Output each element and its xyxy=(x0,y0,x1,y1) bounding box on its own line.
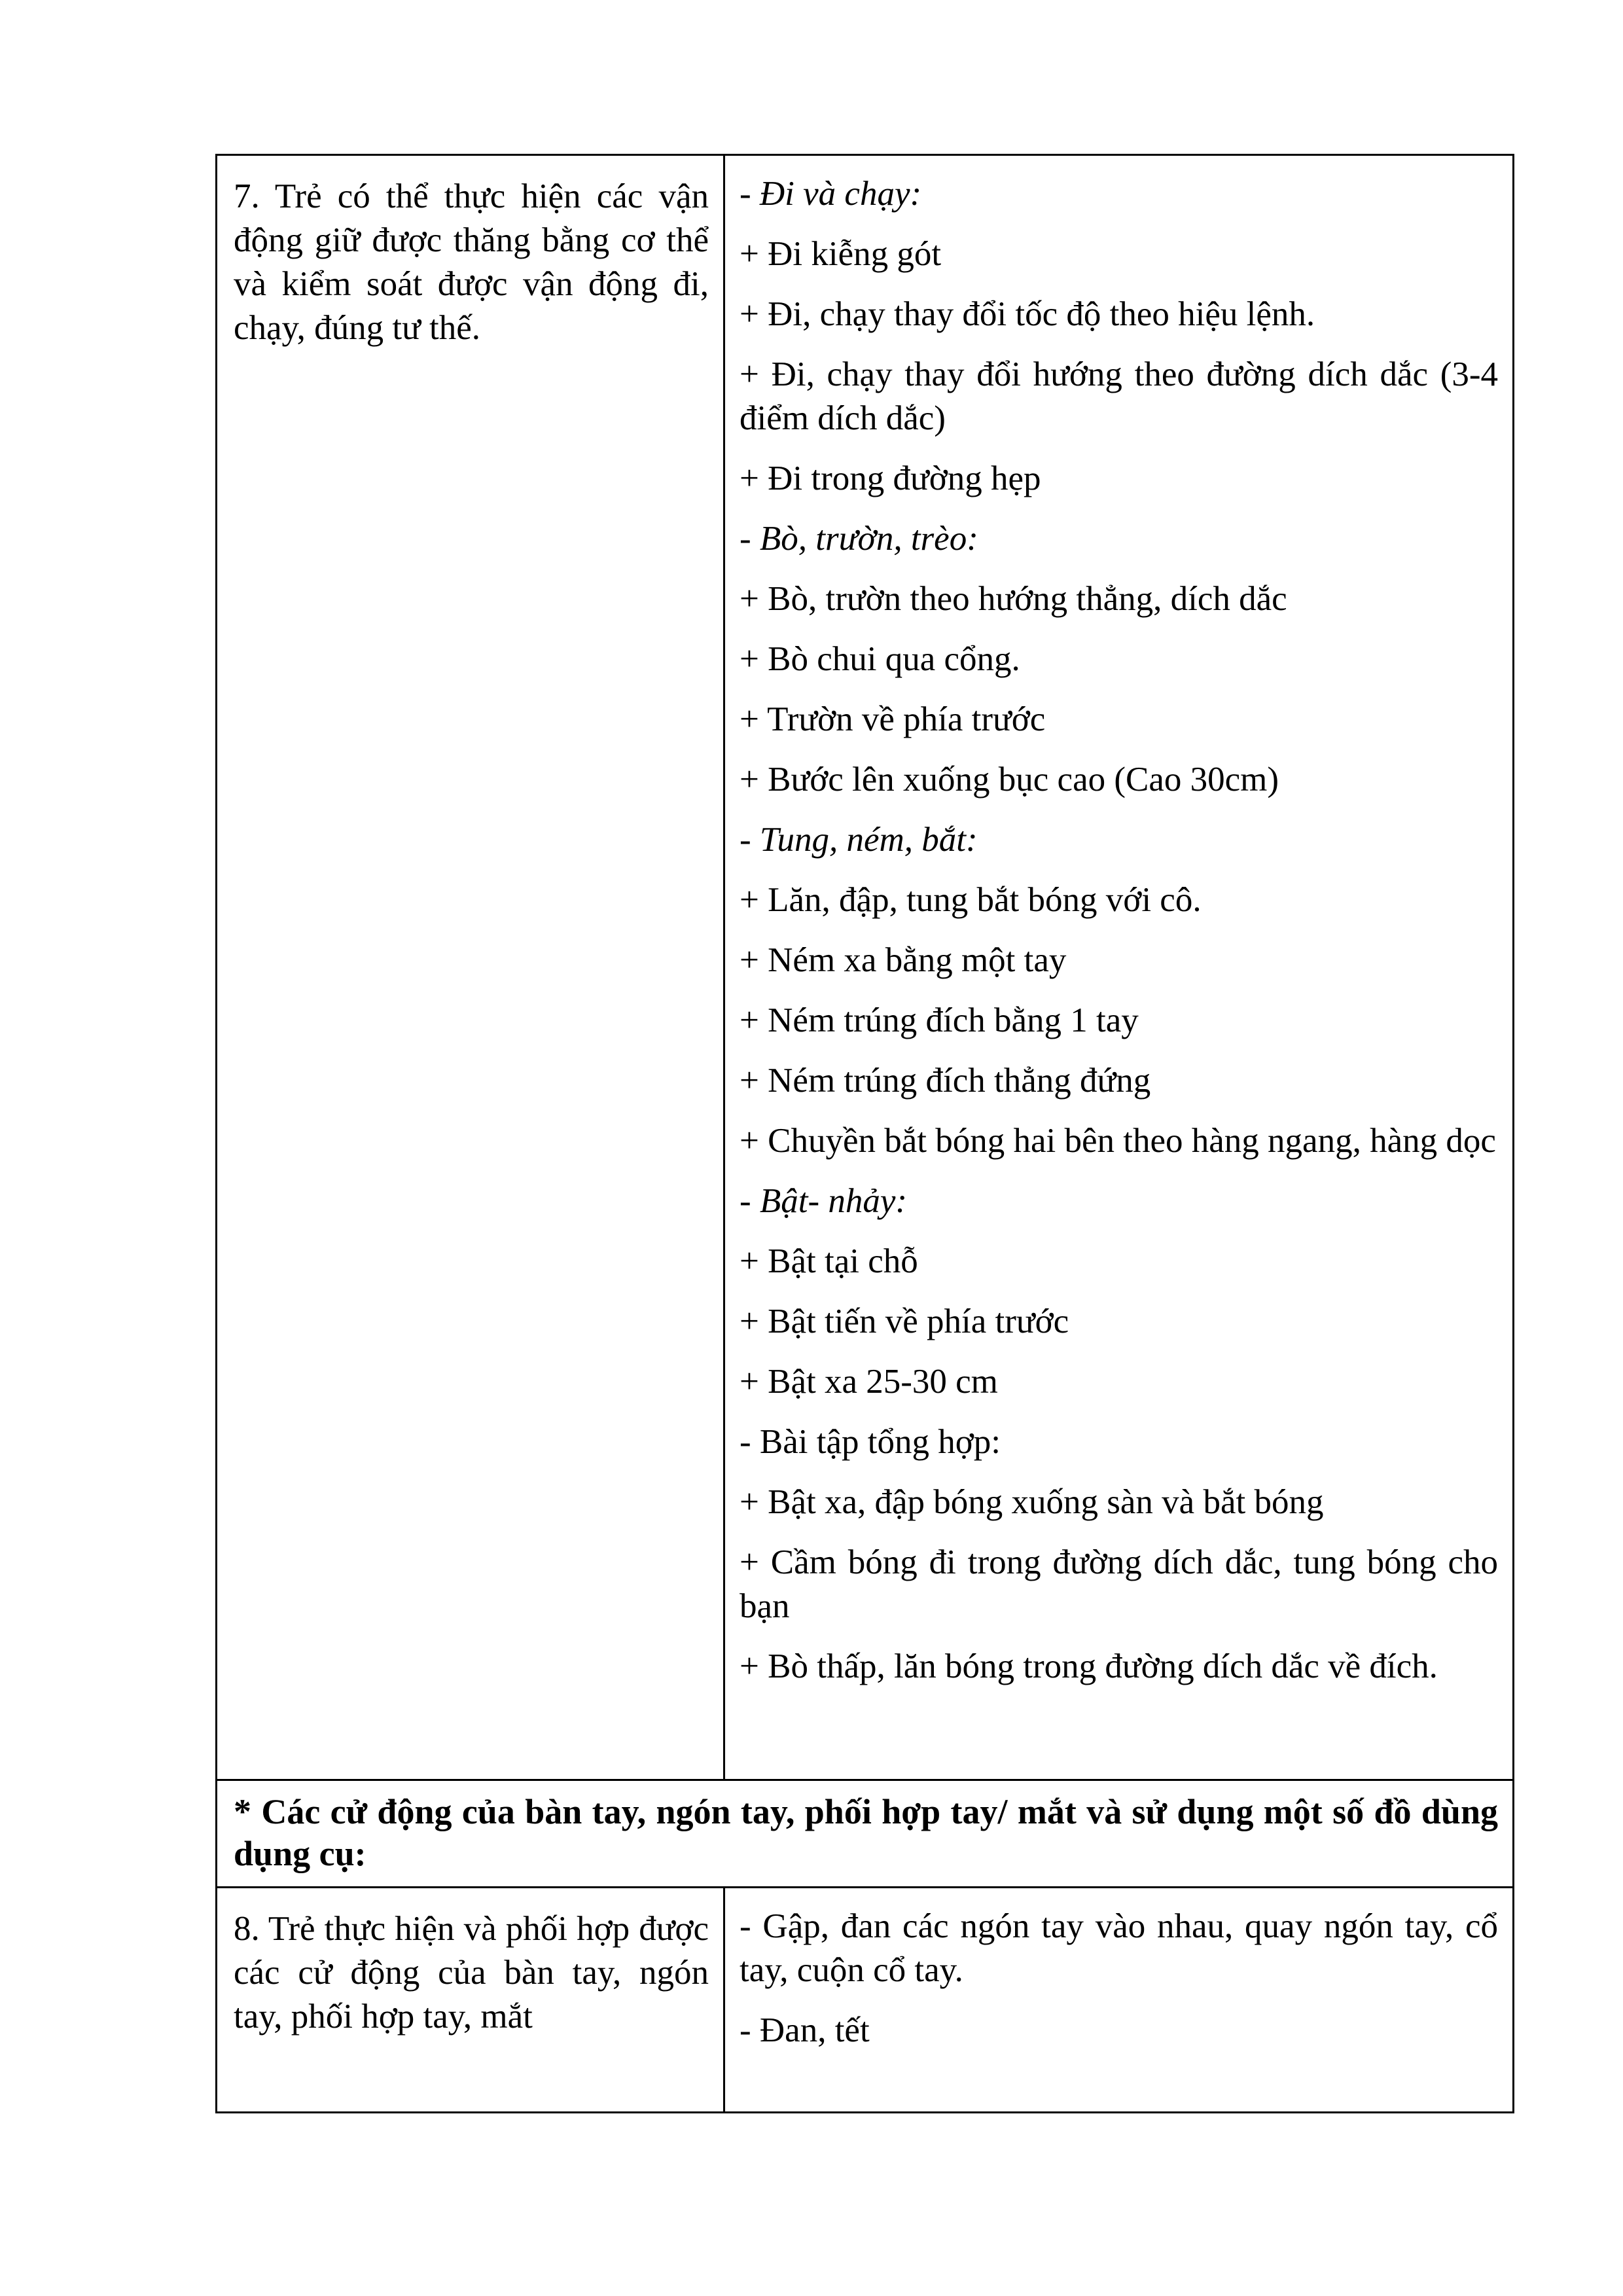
content-line: + Ném xa bằng một tay xyxy=(740,941,1067,979)
content-line: + Bò chui qua cổng. xyxy=(740,640,1020,678)
content-line: + Ném trúng đích thẳng đứng xyxy=(740,1062,1151,1100)
content-line: + Đi, chạy thay đổi hướng theo đường dích dắc (3-4 điểm dích dắc) xyxy=(740,355,1498,437)
content-line: - Bật- nhảy: xyxy=(740,1182,908,1220)
objective-text: 8. Trẻ thực hiện và phối hợp được các cử động của bàn tay, ngón tay, phối hợp tay, mắt xyxy=(234,1910,709,2036)
section-heading: * Các cử động của bàn tay, ngón tay, phối hợp tay/ mắt và sử dụng một số đồ dùng dụng cụ: xyxy=(234,1792,1498,1873)
objective-text: 7. Trẻ có thể thực hiện các vận động giữ được thăng bằng cơ thể và kiểm soát được vận động đi, chạy, đúng tư thế. xyxy=(234,177,709,347)
content-line: + Trườn về phía trước xyxy=(740,700,1046,738)
section-heading-row xyxy=(217,1780,1514,1888)
objective-cell xyxy=(217,155,724,1780)
content-line: - Bò, trườn, trèo: xyxy=(740,520,978,558)
content-line: - Tung, ném, bắt: xyxy=(740,821,978,859)
content-cell xyxy=(724,155,1514,1780)
content-line: + Bò thấp, lăn bóng trong đường dích dắc về đích. xyxy=(740,1647,1438,1685)
content-line: + Bò, trườn theo hướng thẳng, dích dắc xyxy=(740,580,1287,618)
content-line: + Bật tại chỗ xyxy=(740,1242,918,1280)
content-list xyxy=(725,1888,1512,2053)
content-line: + Bước lên xuống bục cao (Cao 30cm) xyxy=(740,761,1279,798)
content-line: + Cầm bóng đi trong đường dích dắc, tung bóng cho bạn xyxy=(740,1543,1498,1625)
content-line: + Đi, chạy thay đổi tốc độ theo hiệu lệnh. xyxy=(740,295,1315,333)
curriculum-table xyxy=(215,154,1514,2113)
table-row xyxy=(217,1888,1514,2113)
content-line: + Bật tiến về phía trước xyxy=(740,1302,1069,1340)
section-heading-cell xyxy=(217,1780,1514,1888)
content-line: + Ném trúng đích bằng 1 tay xyxy=(740,1001,1139,1039)
content-line: - Đan, tết xyxy=(740,2011,870,2049)
table-row xyxy=(217,155,1514,1780)
content-line: + Bật xa 25-30 cm xyxy=(740,1363,998,1401)
objective-cell xyxy=(217,1888,724,2113)
content-line: + Đi kiễng gót xyxy=(740,235,942,273)
content-line: + Lăn, đập, tung bắt bóng với cô. xyxy=(740,881,1202,919)
content-line: + Đi trong đường hẹp xyxy=(740,459,1041,497)
content-line: + Bật xa, đập bóng xuống sàn và bắt bóng xyxy=(740,1483,1324,1521)
content-line: - Đi và chạy: xyxy=(740,175,922,213)
content-list xyxy=(725,156,1512,1689)
content-line: - Gập, đan các ngón tay vào nhau, quay ngón tay, cổ tay, cuộn cổ tay. xyxy=(740,1907,1498,1989)
content-line: + Chuyền bắt bóng hai bên theo hàng ngang, hàng dọc xyxy=(740,1122,1496,1160)
content-line: - Bài tập tổng hợp: xyxy=(740,1423,1001,1461)
content-cell xyxy=(724,1888,1514,2113)
